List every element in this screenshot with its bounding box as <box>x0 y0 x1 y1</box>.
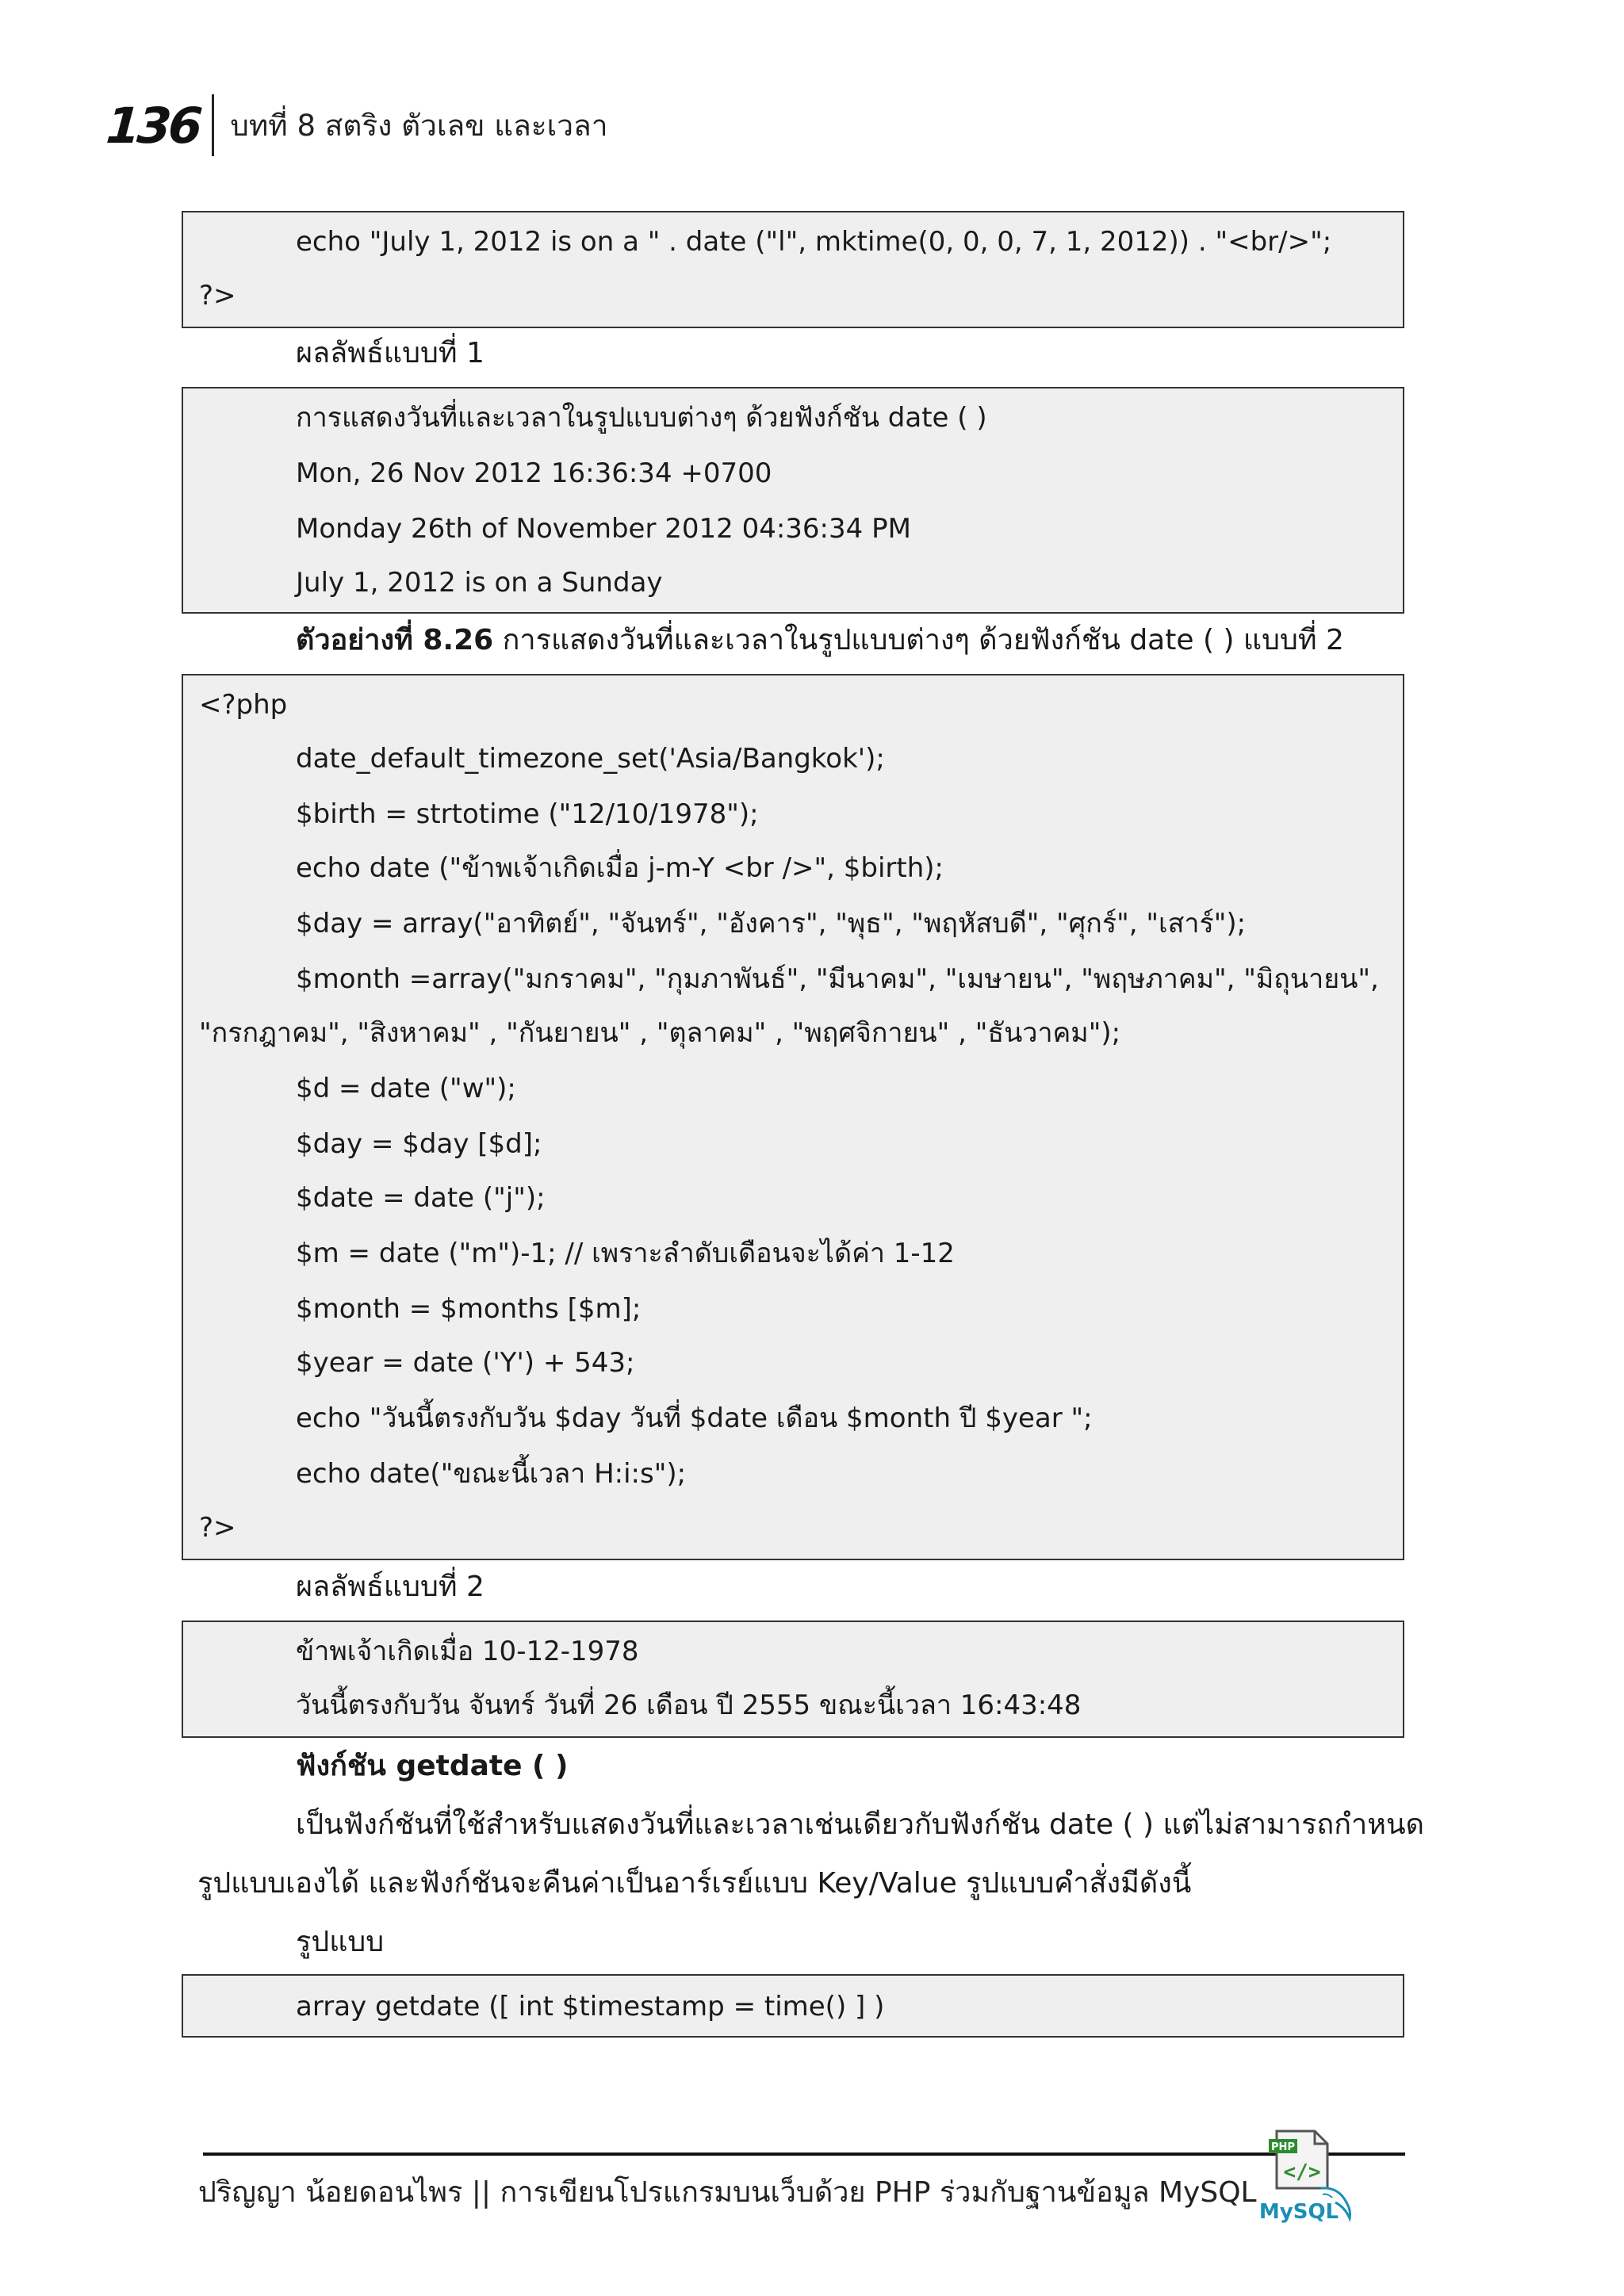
svg-text:</>: </> <box>1283 2160 1321 2184</box>
logo-mysql-text: MySQL <box>1258 2200 1339 2224</box>
footer-divider <box>203 2152 1405 2156</box>
result-label-2: ผลลัพธ์แบบที่ 2 <box>296 1571 485 1603</box>
code-line: ?> <box>199 280 236 312</box>
section-title: ฟังก์ชัน getdate ( ) <box>296 1750 569 1782</box>
code-line: $day = array("อาทิตย์", "จันทร์", "อังคาร", "พุธ", "พฤหัสบดี", "ศุกร์", "เสาร์"); <box>296 908 1247 939</box>
code-line: $year = date ('Y') + 543; <box>296 1347 635 1379</box>
result-label-1: ผลลัพธ์แบบที่ 1 <box>296 337 485 369</box>
output-line: วันนี้ตรงกับวัน จันทร์ วันที่ 26 เดือน ปี 2555 ขณะนี้เวลา 16:43:48 <box>296 1689 1082 1721</box>
code-line: ?> <box>199 1512 236 1544</box>
output-block-1 <box>182 387 1404 614</box>
php-file-icon <box>1269 2131 1327 2188</box>
example-heading <box>296 626 1344 655</box>
code-line: echo "วันนี้ตรงกับวัน $day วันที่ $date เดือน $month ปี $year "; <box>296 1402 1093 1434</box>
code-line: $m = date ("m")-1; // เพราะลำดับเดือนจะได้ค่า 1-12 <box>296 1238 955 1269</box>
code-block-1 <box>182 211 1404 328</box>
code-block-2 <box>182 674 1404 1560</box>
chapter-title: บทที่ 8 สตริง ตัวเลข และเวลา <box>230 108 608 143</box>
code-line: $day = $day [$d]; <box>296 1128 542 1160</box>
format-label: รูปแบบ <box>296 1926 385 1958</box>
paragraph-line: เป็นฟังก์ชันที่ใช้สำหรับแสดงวันที่และเวลาเช่นเดียวกับฟังก์ชัน date ( ) แต่ไม่สามารถกำหนด <box>296 1808 1424 1841</box>
example-text: การแสดงวันที่และเวลาในรูปแบบต่างๆ ด้วยฟังก์ชัน date ( ) แบบที่ 2 <box>493 624 1344 656</box>
code-line: <?php <box>199 689 288 721</box>
paragraph-line: รูปแบบเองได้ และฟังก์ชันจะคืนค่าเป็นอาร์เรย์แบบ Key/Value รูปแบบคำสั่งมีดังนี้ <box>197 1867 1192 1900</box>
syntax-line: array getdate ([ int $timestamp = time() ] ) <box>296 1991 885 2022</box>
code-line: date_default_timezone_set('Asia/Bangkok'); <box>296 743 885 775</box>
page-number: 136 <box>104 96 201 155</box>
output-line: การแสดงวันที่และเวลาในรูปแบบต่างๆ ด้วยฟังก์ชัน date ( ) <box>296 402 987 434</box>
code-line: $d = date ("w"); <box>296 1073 516 1104</box>
output-line: ข้าพเจ้าเกิดเมื่อ 10-12-1978 <box>296 1636 639 1667</box>
php-mysql-logo <box>1245 2125 1364 2228</box>
code-line: $month =array("มกราคม", "กุมภาพันธ์", "มีนาคม", "เมษายน", "พฤษภาคม", "มิถุนายน", <box>296 963 1379 995</box>
code-line: $birth = strtotime ("12/10/1978"); <box>296 798 759 830</box>
example-label: ตัวอย่างที่ 8.26 <box>296 624 494 656</box>
page-header <box>106 94 608 157</box>
output-block-2 <box>182 1621 1404 1738</box>
output-line: Mon, 26 Nov 2012 16:36:34 +0700 <box>296 457 772 489</box>
footer-text: ปริญญา น้อยดอนไพร || การเขียนโปรแกรมบนเว็บด้วย PHP ร่วมกับฐานข้อมูล MySQL <box>198 2176 1257 2209</box>
code-line: "กรกฎาคม", "สิงหาคม" , "กันยายน" , "ตุลาคม" , "พฤศจิกายน" , "ธันวาคม"); <box>199 1017 1121 1049</box>
syntax-block <box>182 1974 1404 2038</box>
output-line: Monday 26th of November 2012 04:36:34 PM <box>296 513 911 545</box>
code-line: echo date("ขณะนี้เวลา H:i:s"); <box>296 1458 687 1490</box>
code-line: echo "July 1, 2012 is on a " . date ("l", mktime(0, 0, 0, 7, 1, 2012)) . "<br/>"; <box>296 226 1332 258</box>
code-line: echo date ("ข้าพเจ้าเกิดเมื่อ j-m-Y <br />", $birth); <box>296 852 944 884</box>
code-line: $month = $months [$m]; <box>296 1293 642 1325</box>
logo-php-text: PHP <box>1271 2141 1295 2153</box>
code-line: $date = date ("j"); <box>296 1182 546 1214</box>
output-line: July 1, 2012 is on a Sunday <box>296 567 663 599</box>
